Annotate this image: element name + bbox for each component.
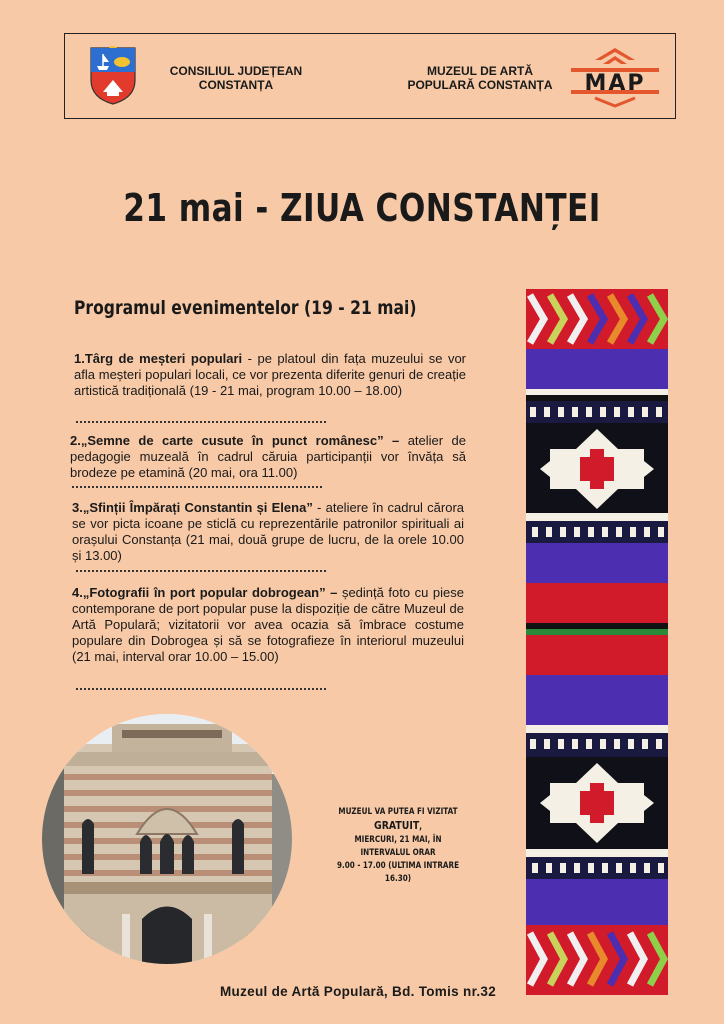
free-visit-suffix: , — [419, 822, 422, 832]
divider-dots — [76, 421, 326, 423]
page-title: 21 mai - ZIUA CONSTANȚEI — [123, 186, 601, 230]
program-item-2-text: atelier de pedagogie muzeală în cadrul căruia participanții vor învăța să brodeze pe etamină (20 mai, ora 11.00) — [70, 433, 467, 480]
program-item-4-heading: 4.„Fotografii în port popular dobrogean” – — [72, 585, 338, 600]
museum-name-line1: MUZEUL DE ARTĂ — [427, 64, 533, 78]
free-visit-line2: MIERCURI, 21 MAI, ÎN INTERVALUL ORAR — [354, 835, 442, 858]
map-museum-logo-icon — [565, 46, 665, 108]
museum-facade-illustration — [42, 714, 292, 964]
program-item-1-heading: 1.Târg de meșteri populari — [74, 351, 243, 366]
free-label: GRATUIT — [374, 819, 420, 832]
museum-address: Muzeul de Artă Populară, Bd. Tomis nr.32 — [220, 984, 497, 999]
county-council-line1: CONSILIUL JUDEȚEAN — [169, 64, 303, 78]
divider-dots — [76, 688, 326, 690]
divider-dots — [72, 486, 322, 488]
program-item-3-heading: 3.„Sfinții Împărați Constantin și Elena” — [72, 500, 313, 515]
program-item-4-text: ședință foto cu piese contemporane de port popular puse la dispoziție de către Muzeul de Artă Populară; vizitatorii vor avea ocazia să îmbrace costume populare din Dobrogea și să se fotografieze în interiorul muzeului (21 mai, interval orar 10.00 – 15.00) — [72, 585, 465, 664]
program-item-1 — [74, 351, 466, 399]
museum-name-line2: POPULARĂ CONSTANȚA — [407, 78, 553, 92]
museum-building-photo — [42, 714, 292, 964]
header-box — [64, 33, 676, 119]
program-item-2 — [70, 433, 466, 481]
program-item-4 — [72, 585, 464, 665]
free-visit-note — [330, 806, 466, 886]
program-item-1-text: - pe platoul din fața muzeului se vor afla meșteri populari locali, ce vor prezenta diferite genuri de creație artistică tradițională (19 - 21 mai, program 10.00 – 18.00) — [74, 351, 466, 398]
program-subtitle: Programul evenimentelor (19 - 21 mai) — [74, 297, 417, 319]
museum-name — [395, 64, 565, 92]
free-visit-line3: 9.00 - 17.00 (ULTIMA INTRARE 16.30) — [336, 861, 460, 884]
map-logo-text: MAP — [584, 71, 646, 96]
program-item-2-heading: 2.„Semne de carte cusute în punct românesc” – — [70, 433, 400, 448]
divider-dots — [76, 570, 326, 572]
county-council-name — [161, 64, 311, 92]
program-item-3 — [72, 500, 464, 564]
traditional-rug-pattern — [526, 289, 668, 995]
county-crest-icon — [89, 46, 137, 106]
program-item-3-text: - ateliere în cadrul cărora se vor picta icoane pe sticlă cu reprezentările patronilor spirituali ai orașului Constanța (21 mai, două grupe de lucru, de la orele 10.00 și 13.00) — [72, 500, 465, 563]
free-visit-line1 — [330, 806, 466, 834]
county-council-line2: CONSTANȚA — [198, 78, 274, 92]
free-visit-prefix: MUZEUL VA PUTEA FI VIZITAT — [338, 807, 458, 817]
